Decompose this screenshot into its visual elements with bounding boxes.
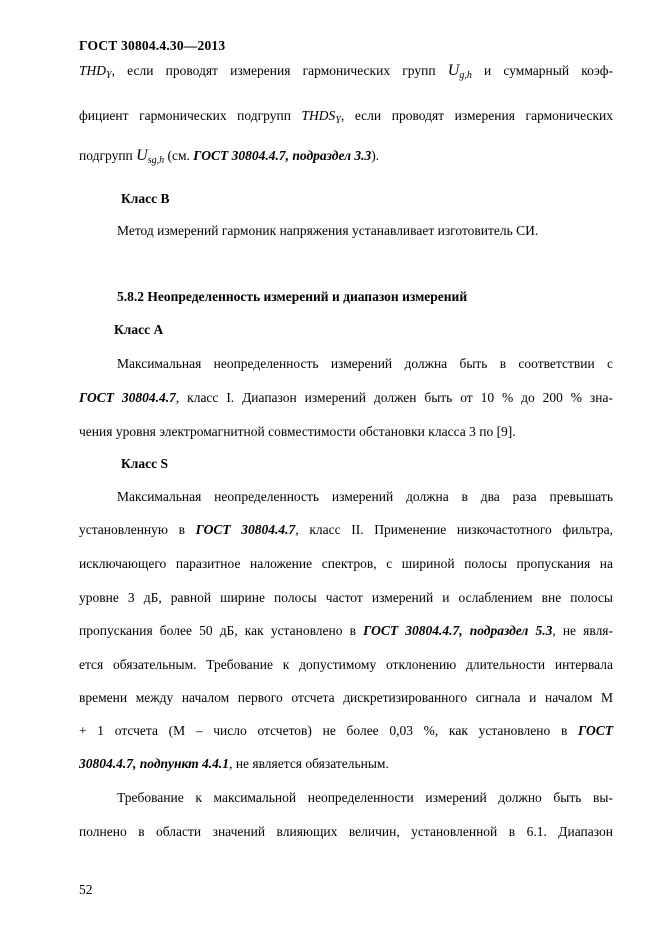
paragraph-line: установленную в ГОСТ 30804.4.7, класс II. Применение низкочастотного фильтра, xyxy=(79,522,613,537)
paragraph-line: $THD_Y$, если проводят измерения гармонических групп $U_{g,h}$ и суммарный коэф- xyxy=(79,62,613,81)
paragraph-line: чения уровня электромагнитной совместимости обстановки класса 3 по [9]. xyxy=(79,424,516,439)
paragraph-line: уровне 3 дБ, равной ширине полосы частот измерений и ослаблением вне полосы xyxy=(79,590,613,605)
paragraph-line: полнено в области значений влияющих величин, установленной в 6.1. Диапазон xyxy=(79,824,613,839)
paragraph-line: Метод измерений гармоник напряжения устанавливает изготовитель СИ. xyxy=(117,223,539,238)
standard-reference: ГОСТ 30804.4.7 xyxy=(79,390,176,405)
class-b-heading: Класс B xyxy=(121,191,170,206)
class-s-heading: Класс S xyxy=(121,456,168,471)
paragraph-line: исключающего паразитное наложение спектров, с шириной полосы пропускания на xyxy=(79,556,613,571)
standard-reference: ГОСТ 30804.4.7 xyxy=(193,148,286,163)
subclause-reference: подпункт 4.4.1 xyxy=(139,756,230,771)
paragraph-line: 30804.4.7, подпункт 4.4.1, не является обязательным. xyxy=(79,756,389,771)
paragraph-line: пропускания более 50 дБ, как установлено в ГОСТ 30804.4.7, подраздел 5.3, не явля- xyxy=(79,623,614,638)
paragraph-line: подгрупп $U_{sg,h}$ (см. ГОСТ 30804.4.7, подраздел 3.3). xyxy=(79,147,380,166)
document-header: ГОСТ 30804.4.30—2013 xyxy=(79,38,226,53)
paragraph-line: Максимальная неопределенность измерений должна в два раза превышать xyxy=(117,489,613,504)
thds-symbol: $THDS_Y$ xyxy=(301,108,341,126)
ugh-symbol: $U_{g,h}$ xyxy=(447,62,472,81)
paragraph-line: фициент гармонических подгрупп $THDS_Y$, если проводят измерения гармонических xyxy=(79,108,614,126)
section-heading: 5.8.2 Неопределенность измерений и диапазон измерений xyxy=(117,289,468,304)
paragraph-line: ГОСТ 30804.4.7, класс I. Диапазон измерений должен быть от 10 % до 200 % зна- xyxy=(79,390,613,405)
paragraph-line: Максимальная неопределенность измерений должна быть в соответствии с xyxy=(117,356,613,371)
section-reference: подраздел 3.3 xyxy=(292,148,372,163)
usgh-symbol: $U_{sg,h}$ xyxy=(136,147,165,166)
paragraph-line: Требование к максимальной неопределенности измерений должно быть вы- xyxy=(117,790,613,805)
paragraph-line: + 1 отсчета (M – число отсчетов) не более 0,03 %, как установлено в ГОСТ xyxy=(79,723,614,738)
paragraph-line: ется обязательным. Требование к допустимому отклонению длительности интервала xyxy=(79,657,613,672)
standard-reference: ГОСТ 30804.4.7 xyxy=(363,623,460,638)
standard-reference: 30804.4.7 xyxy=(79,756,133,771)
standard-reference: ГОСТ 30804.4.7 xyxy=(195,522,296,537)
paragraph-line: времени между началом первого отсчета дискретизированного сигнала и началом M xyxy=(79,690,613,705)
thd-symbol: $THD_Y$ xyxy=(79,63,112,81)
standard-reference: ГОСТ xyxy=(578,723,614,738)
class-a-heading: Класс А xyxy=(114,322,164,337)
page-number: 52 xyxy=(79,882,93,897)
section-reference: подраздел 5.3 xyxy=(469,623,553,638)
